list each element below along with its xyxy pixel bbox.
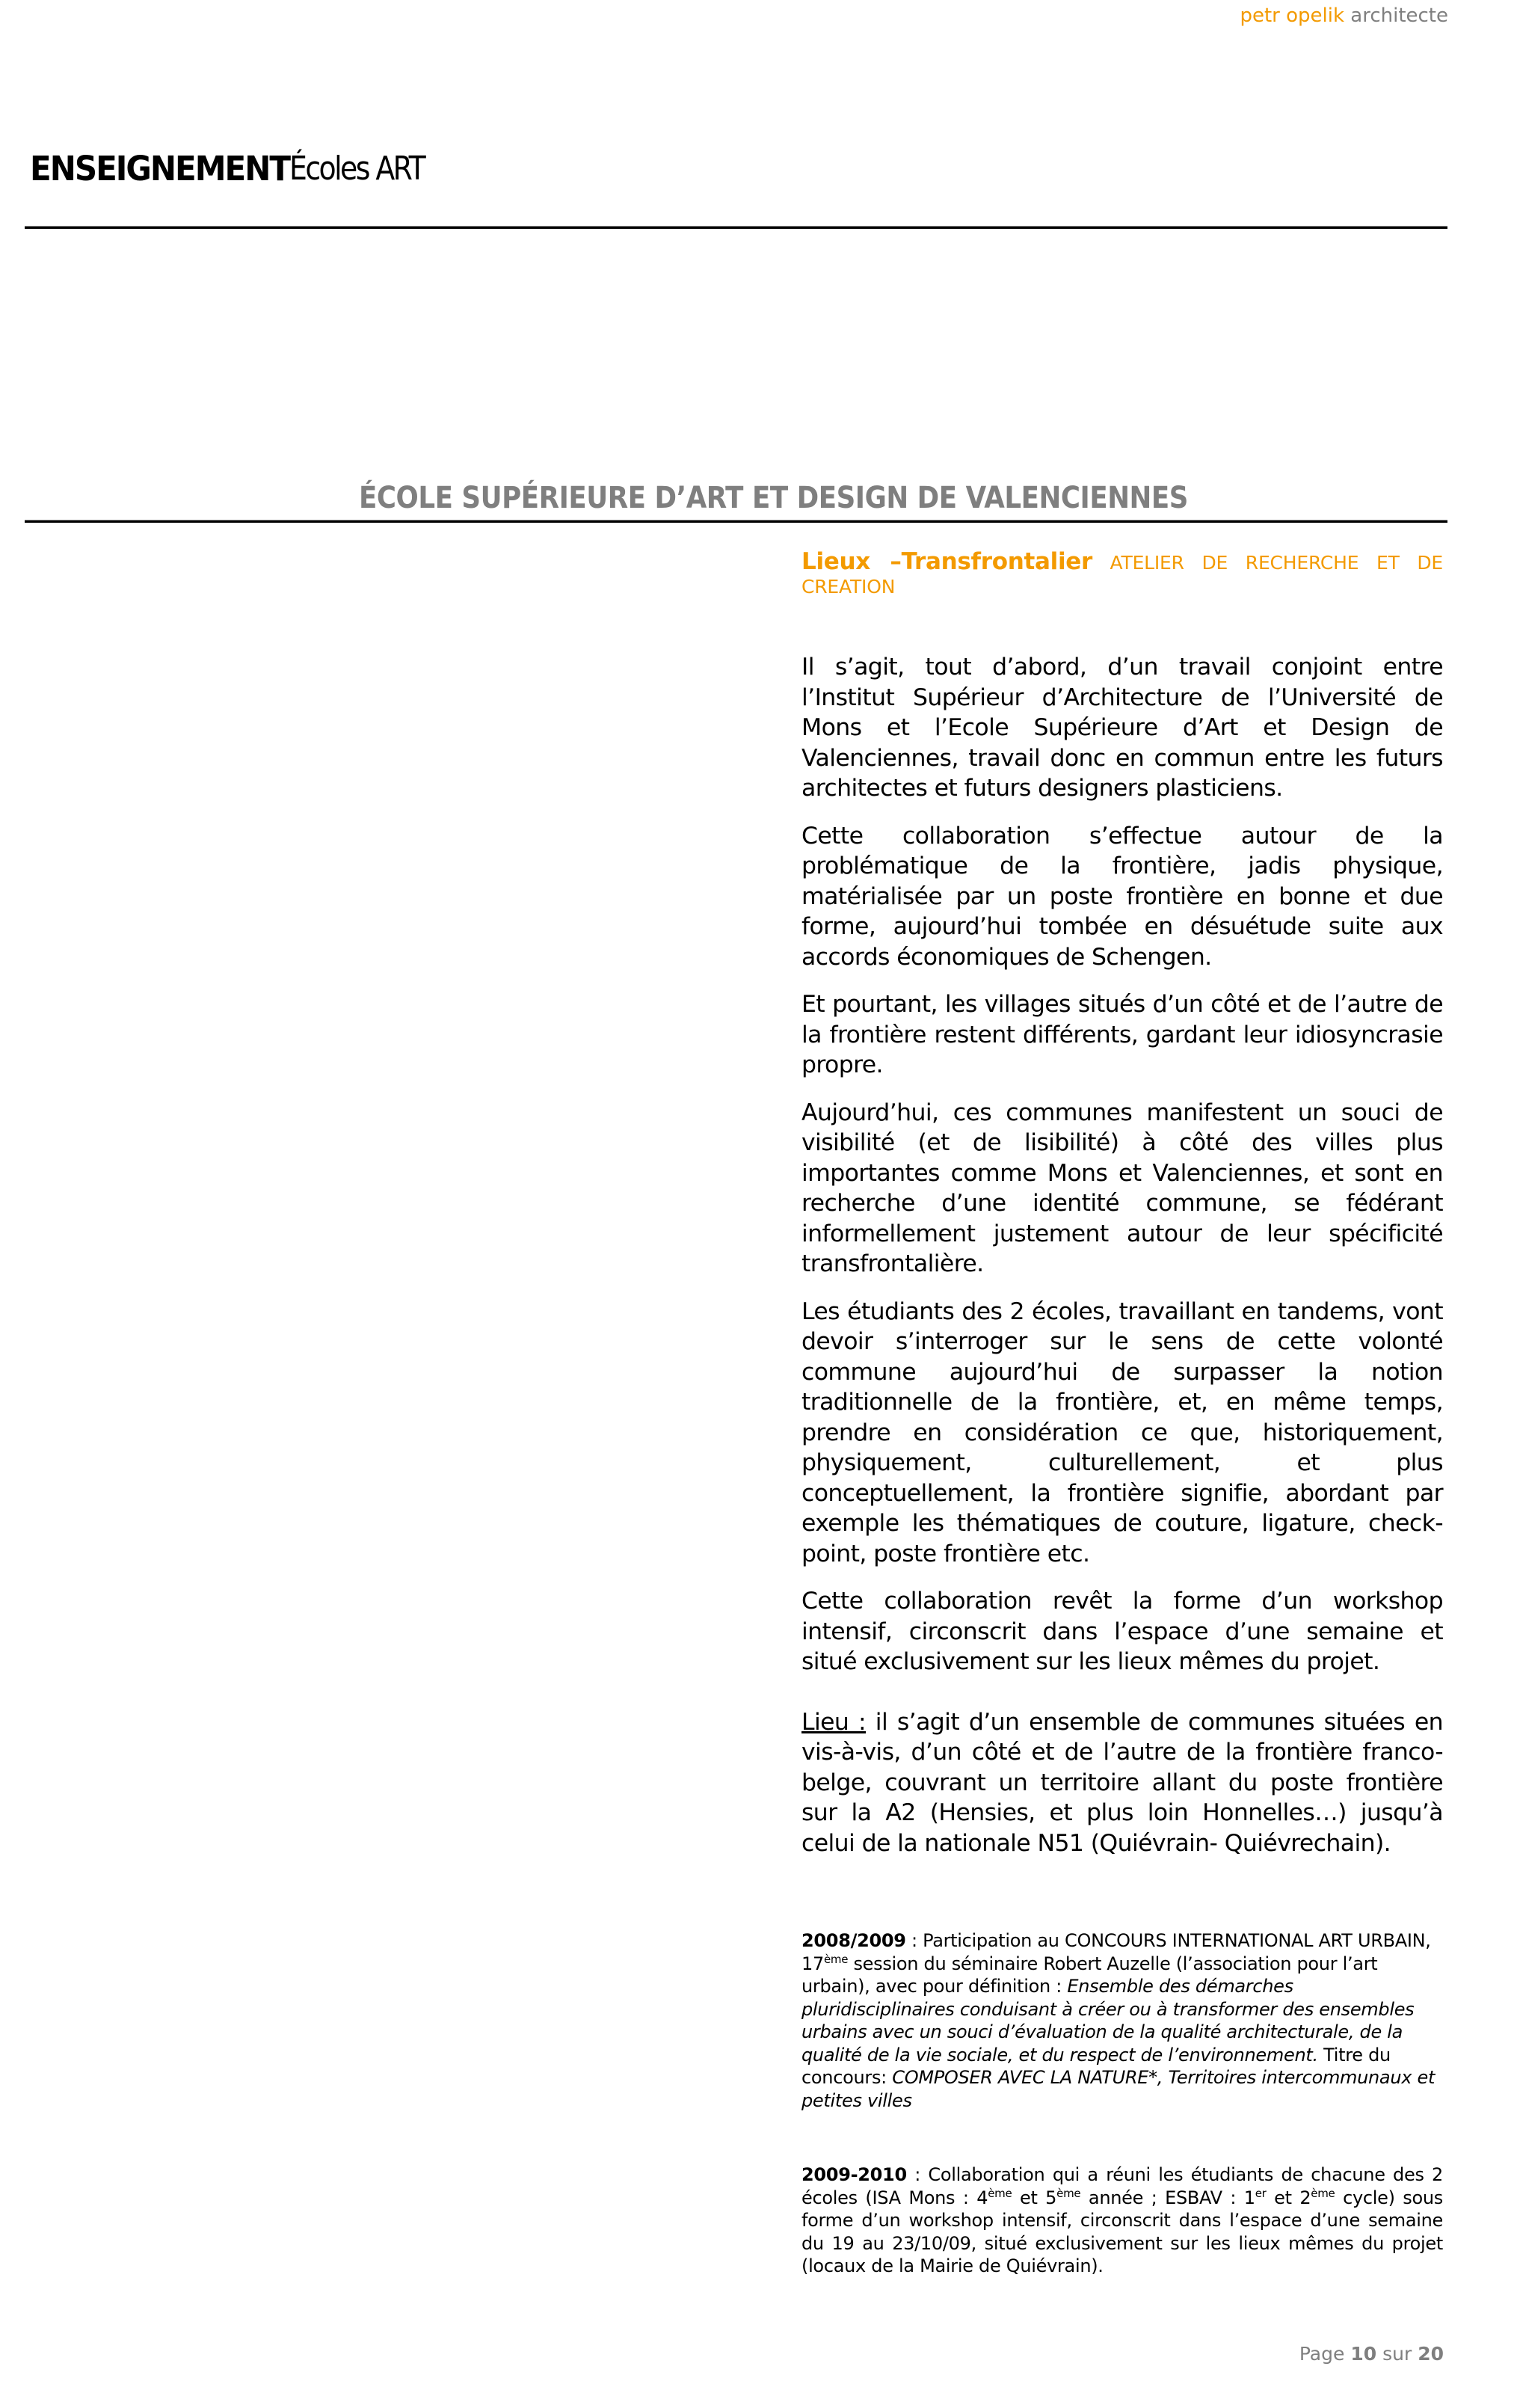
note-sup: ème — [1311, 2186, 1335, 2200]
section-title — [30, 147, 446, 190]
note-text: et 2 — [1266, 2187, 1311, 2208]
note-year: 2008/2009 — [801, 1930, 906, 1951]
body-text — [801, 652, 1443, 1876]
lieu-label: Lieu : — [801, 1708, 867, 1736]
note-sup: ème — [988, 2186, 1012, 2200]
page-current: 10 — [1350, 2343, 1377, 2365]
note-2008 — [801, 1929, 1443, 2112]
lieu-paragraph — [801, 1707, 1443, 1859]
note-text: année ; ESBAV : 1 — [1080, 2187, 1255, 2208]
note-sup: er — [1255, 2186, 1267, 2200]
note-text: Titre du concours: — [801, 2044, 1391, 2088]
section-title-strong: ENSEIGNEMENT — [30, 149, 290, 188]
header-divider — [25, 226, 1447, 229]
brand-name: petr opelik — [1240, 4, 1344, 27]
subtitle-bold: Lieux –Transfrontalier — [801, 548, 1092, 575]
school-divider — [25, 520, 1447, 523]
school-title: ÉCOLE SUPÉRIEURE D’ART ET DESIGN DE VALENCIENNES — [359, 481, 1188, 515]
section-title-light: Écoles ART — [289, 150, 425, 188]
note-sup: ème — [1056, 2186, 1081, 2200]
page-footer — [1299, 2343, 1444, 2365]
page-of-word: sur — [1382, 2343, 1412, 2365]
page-word: Page — [1299, 2343, 1345, 2365]
subtitle — [801, 550, 1443, 599]
note-text: : Collaboration qui a réuni les étudiants de chacune des 2 écoles (ISA Mons : 4 — [801, 2164, 1443, 2208]
note-text: session du séminaire Robert Auzelle (l’association pour l’art urbain), avec pour définition : — [801, 1953, 1378, 1997]
note-text: cycle) sous forme d’un workshop intensif, circonscrit dans l’espace d’une semaine du 19 au 23/10/09, situé exclusivement sur les lieux mêmes du projet (locaux de la Mairie de Quiévrain). — [801, 2187, 1443, 2276]
note-italic: COMPOSER AVEC LA NATURE*, Territoires intercommunaux et petites villes — [801, 2067, 1436, 2111]
note-italic: Ensemble des démarches pluridisciplinaires conduisant à créer ou à transformer des ensembles urbains avec un souci d’évaluation de la qualité architecturale, de la qualité de la vie sociale, et du respect de l’environnement. — [801, 1976, 1415, 2065]
lieu-text: il s’agit d’un ensemble de communes situées en vis-à-vis, d’un côté et de l’autre de la frontière franco-belge, couvrant un territoire allant du poste frontière sur la A2 (Hensies, et plus loin Honnelles…) jusqu’à celui de la nationale N51 (Quiévrain- Quiévrechain). — [801, 1708, 1444, 1857]
note-year: 2009-2010 — [801, 2164, 907, 2185]
note-sup: ème — [823, 1952, 849, 1966]
brand-role: architecte — [1350, 4, 1448, 27]
paragraph: Aujourd’hui, ces communes manifestent un souci de visibilité (et de lisibilité) à côté des villes plus importantes comme Mons et Valenciennes, et sont en recherche d’une identité commune, se fédérant informellement justement autour de leur spécificité transfrontalière. — [801, 1099, 1443, 1277]
brand-header — [1240, 4, 1448, 27]
paragraph: Et pourtant, les villages situés d’un côté et de l’autre de la frontière restent différents, gardant leur idiosyncrasie propre. — [801, 991, 1443, 1078]
subtitle-caps: ATELIER DE RECHERCHE ET DE CREATION — [801, 552, 1443, 598]
paragraph: Il s’agit, tout d’abord, d’un travail conjoint entre l’Institut Supérieur d’Architecture de l’Université de Mons et l’Ecole Supérieure d’Art et Design de Valenciennes, travail donc en commun entre les futurs architectes et futurs designers plasticiens. — [801, 654, 1443, 802]
note-2009 — [801, 2163, 1443, 2278]
paragraph: Cette collaboration revêt la forme d’un workshop intensif, circonscrit dans l’espace d’une semaine et situé exclusivement sur les lieux mêmes du projet. — [801, 1588, 1443, 1675]
paragraph: Les étudiants des 2 écoles, travaillant en tandems, vont devoir s’interroger sur le sens de cette volonté commune aujourd’hui de surpasser la notion traditionnelle de la frontière, et, en même temps, prendre en considération ce que, historiquement, physiquement, culturellement, et plus conceptuellement, la frontière signifie, abordant par exemple les thématiques de couture, ligature, check-point, poste frontière etc. — [801, 1297, 1443, 1567]
paragraph: Cette collaboration s’effectue autour de la problématique de la frontière, jadis physique, matérialisée par un poste frontière en bonne et due forme, aujourd’hui tombée en désuétude suite aux accords économiques de Schengen. — [801, 822, 1443, 971]
note-text: et 5 — [1012, 2187, 1057, 2208]
note-text: : Participation au CONCOURS INTERNATIONAL ART URBAIN, 17 — [801, 1930, 1431, 1974]
page-total: 20 — [1418, 2343, 1444, 2365]
